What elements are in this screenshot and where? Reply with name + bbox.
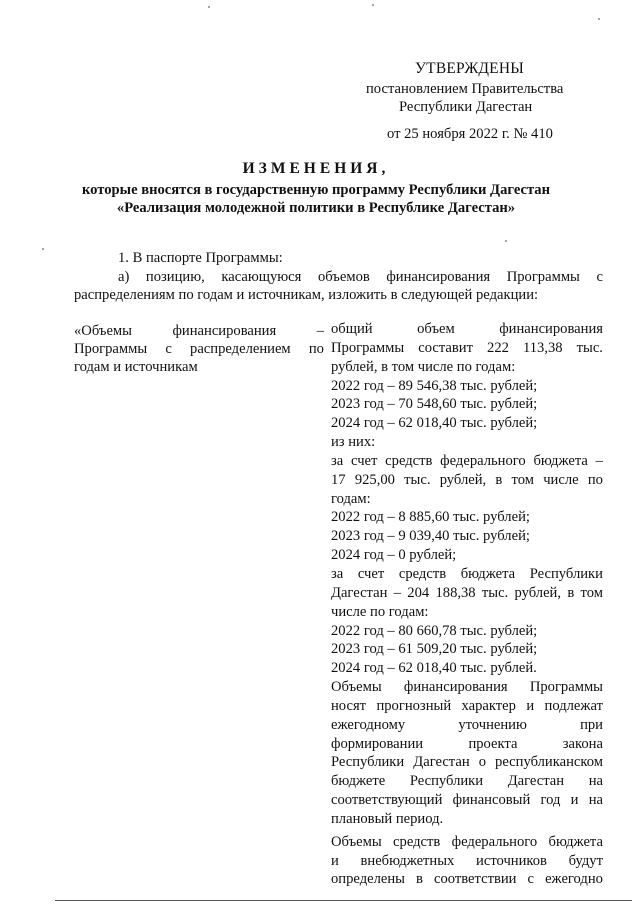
word: 2023 год – 70 548,60 тыс. рублей; (331, 396, 538, 413)
word: по (308, 341, 324, 357)
value-line (331, 320, 603, 339)
value-line (331, 622, 603, 641)
value-line (331, 395, 603, 414)
word: тыс. (404, 471, 431, 488)
value-line (331, 339, 603, 358)
word: плановый период. (331, 810, 444, 827)
word: соответствующий (331, 792, 443, 809)
approval-date: от 25 ноября 2022 г. № 410 (387, 126, 553, 142)
value-line (331, 508, 603, 527)
word: 2022 год – 8 885,60 тыс. рублей; (331, 509, 530, 526)
word: Республики (331, 754, 405, 771)
word: финансирования (499, 321, 603, 337)
intro-item-1: 1. В паспорте Программы: (118, 250, 283, 266)
word: федерального (440, 452, 526, 469)
word: счет (351, 452, 378, 469)
word: тыс. (481, 584, 509, 601)
word: Республики (529, 565, 603, 582)
word: Дагестан (413, 754, 470, 771)
word: 2024 год – 62 018,40 тыс. рублей; (331, 415, 538, 432)
document-title: ИЗМЕНЕНИЯ, (242, 160, 390, 177)
word: финансовый (452, 792, 531, 809)
word: рублей, в том числе по годам: (331, 358, 516, 375)
word: числе (543, 471, 579, 488)
passport-position-label (74, 322, 324, 376)
scan-speck (372, 4, 374, 6)
word: носят (331, 697, 367, 714)
word: тыс. (576, 339, 603, 356)
label-line (74, 358, 324, 376)
word: бюджете (331, 773, 386, 790)
value-line (331, 833, 603, 852)
word: том (580, 584, 603, 601)
word: годам: (331, 490, 371, 507)
word: годам и источникам (74, 359, 198, 375)
value-line (331, 565, 603, 584)
passport-position-value (331, 320, 603, 889)
word: 204 (407, 584, 430, 601)
word: Объемы (331, 833, 382, 850)
word: – (393, 584, 401, 601)
approval-line-1: постановлением Правительства (366, 81, 564, 97)
value-line (331, 433, 603, 452)
word: в (416, 871, 423, 888)
approval-line-2: Республики Дагестан (399, 99, 533, 115)
word: составит (418, 339, 473, 356)
value-line (331, 810, 603, 829)
word: финансирования (403, 679, 508, 696)
word: общий (331, 321, 373, 337)
word: том (511, 471, 534, 488)
word: на (588, 792, 603, 809)
word: при (580, 716, 603, 733)
word: Программы (74, 341, 148, 357)
word: Программы (331, 339, 405, 356)
word: источников (476, 852, 547, 869)
word: проекта (468, 735, 518, 752)
word: объемов (317, 269, 370, 285)
word: год (540, 792, 561, 809)
word: с (596, 269, 603, 285)
word: с (527, 871, 535, 888)
word: позицию, (145, 269, 205, 285)
value-line (331, 471, 603, 490)
scan-speck (505, 240, 507, 242)
scan-speck (42, 248, 44, 250)
word: 2024 год – 0 рублей; (331, 547, 457, 564)
word: 2023 год – 9 039,40 тыс. рублей; (331, 528, 530, 545)
value-line (331, 546, 603, 565)
word: в (567, 584, 575, 601)
document-subtitle-1: которые вносятся в государственную программу Республики Дагестан (81, 182, 551, 198)
word: федерального (451, 833, 538, 850)
word: «Объемы (74, 323, 132, 339)
word: средств (393, 833, 441, 850)
word: подлежат (544, 697, 603, 714)
word: на (588, 773, 603, 790)
word: и (526, 697, 535, 714)
word: 2024 год – 62 018,40 тыс. рублей. (331, 660, 537, 677)
word: а) (118, 269, 130, 285)
word: ежегодному (331, 716, 406, 733)
word: 2022 год – 89 546,38 тыс. рублей; (331, 377, 538, 394)
word: числе по годам: (331, 603, 429, 620)
value-line (331, 490, 603, 509)
word: 2023 год – 61 509,20 тыс. рублей; (331, 641, 538, 658)
word: Объемы (331, 679, 382, 696)
word: – (316, 323, 324, 339)
word: по (587, 471, 603, 488)
word: и (331, 852, 339, 869)
scan-speck (598, 18, 600, 20)
word: в (495, 471, 503, 488)
value-line (331, 697, 603, 716)
word: счет (357, 565, 385, 582)
word: 2022 год – 80 660,78 тыс. рублей; (331, 622, 538, 639)
word: рублей, (514, 584, 562, 601)
word: за (331, 565, 344, 582)
value-line (331, 852, 603, 871)
word: за (331, 452, 344, 469)
value-line (331, 584, 603, 603)
word: средств (398, 565, 447, 582)
word: Дагестан (507, 773, 565, 790)
value-line (331, 659, 603, 678)
word: Программы (529, 679, 603, 696)
word: объем (417, 321, 455, 337)
value-line (331, 452, 603, 471)
word: закона (562, 735, 603, 752)
word: о (478, 754, 486, 771)
word: и (570, 792, 579, 809)
scan-speck (208, 6, 210, 8)
value-line (331, 358, 603, 377)
value-line (331, 772, 603, 791)
word: бюджета (533, 452, 588, 469)
word: касающуюся (221, 269, 302, 285)
word: распределением (190, 341, 291, 357)
word: Программы (506, 269, 580, 285)
word: средств (385, 452, 433, 469)
word: формировании (331, 735, 424, 752)
document-subtitle-2: «Реализация молодежной политики в Республике Дагестан» (116, 200, 516, 216)
word: уточнению (458, 716, 527, 733)
value-line (331, 870, 603, 889)
value-line (331, 640, 603, 659)
scan-edge-line (55, 900, 632, 901)
word: бюджета (548, 833, 603, 850)
word: определены (331, 871, 405, 888)
word: 188,38 (435, 584, 476, 601)
word: 17 (331, 471, 346, 488)
value-line (331, 678, 603, 697)
intro-item-a-line-1 (118, 268, 603, 286)
value-line (331, 716, 603, 735)
word: рублей, (439, 471, 487, 488)
word: 113,38 (522, 339, 563, 356)
word: Дагестан (331, 584, 388, 601)
word: будут (568, 852, 603, 869)
word: с (165, 341, 172, 357)
word: финансирования (386, 269, 491, 285)
word: финансирования (172, 323, 277, 339)
label-line (74, 340, 324, 358)
word: республиканском (495, 754, 603, 771)
word: Республики (409, 773, 484, 790)
word: внебюджетных (360, 852, 455, 869)
value-line (331, 753, 603, 772)
word: – (595, 452, 603, 469)
approval-title: УТВЕРЖДЕНЫ (415, 60, 524, 77)
value-line (331, 791, 603, 810)
word: из них: (331, 434, 376, 451)
intro-item-a-line-2: распределениям по годам и источникам, изложить в следующей редакции: (74, 287, 539, 303)
word: соответствии (434, 871, 517, 888)
value-line (331, 603, 603, 622)
value-line (331, 735, 603, 754)
value-line (331, 527, 603, 546)
value-line (331, 377, 603, 396)
word: 222 (487, 339, 509, 356)
label-line (74, 322, 324, 340)
word: 925,00 (354, 471, 395, 488)
word: характер (461, 697, 516, 714)
word: бюджета (460, 565, 516, 582)
word: ежегодно (545, 871, 603, 888)
value-line (331, 414, 603, 433)
word: прогнозный (376, 697, 452, 714)
